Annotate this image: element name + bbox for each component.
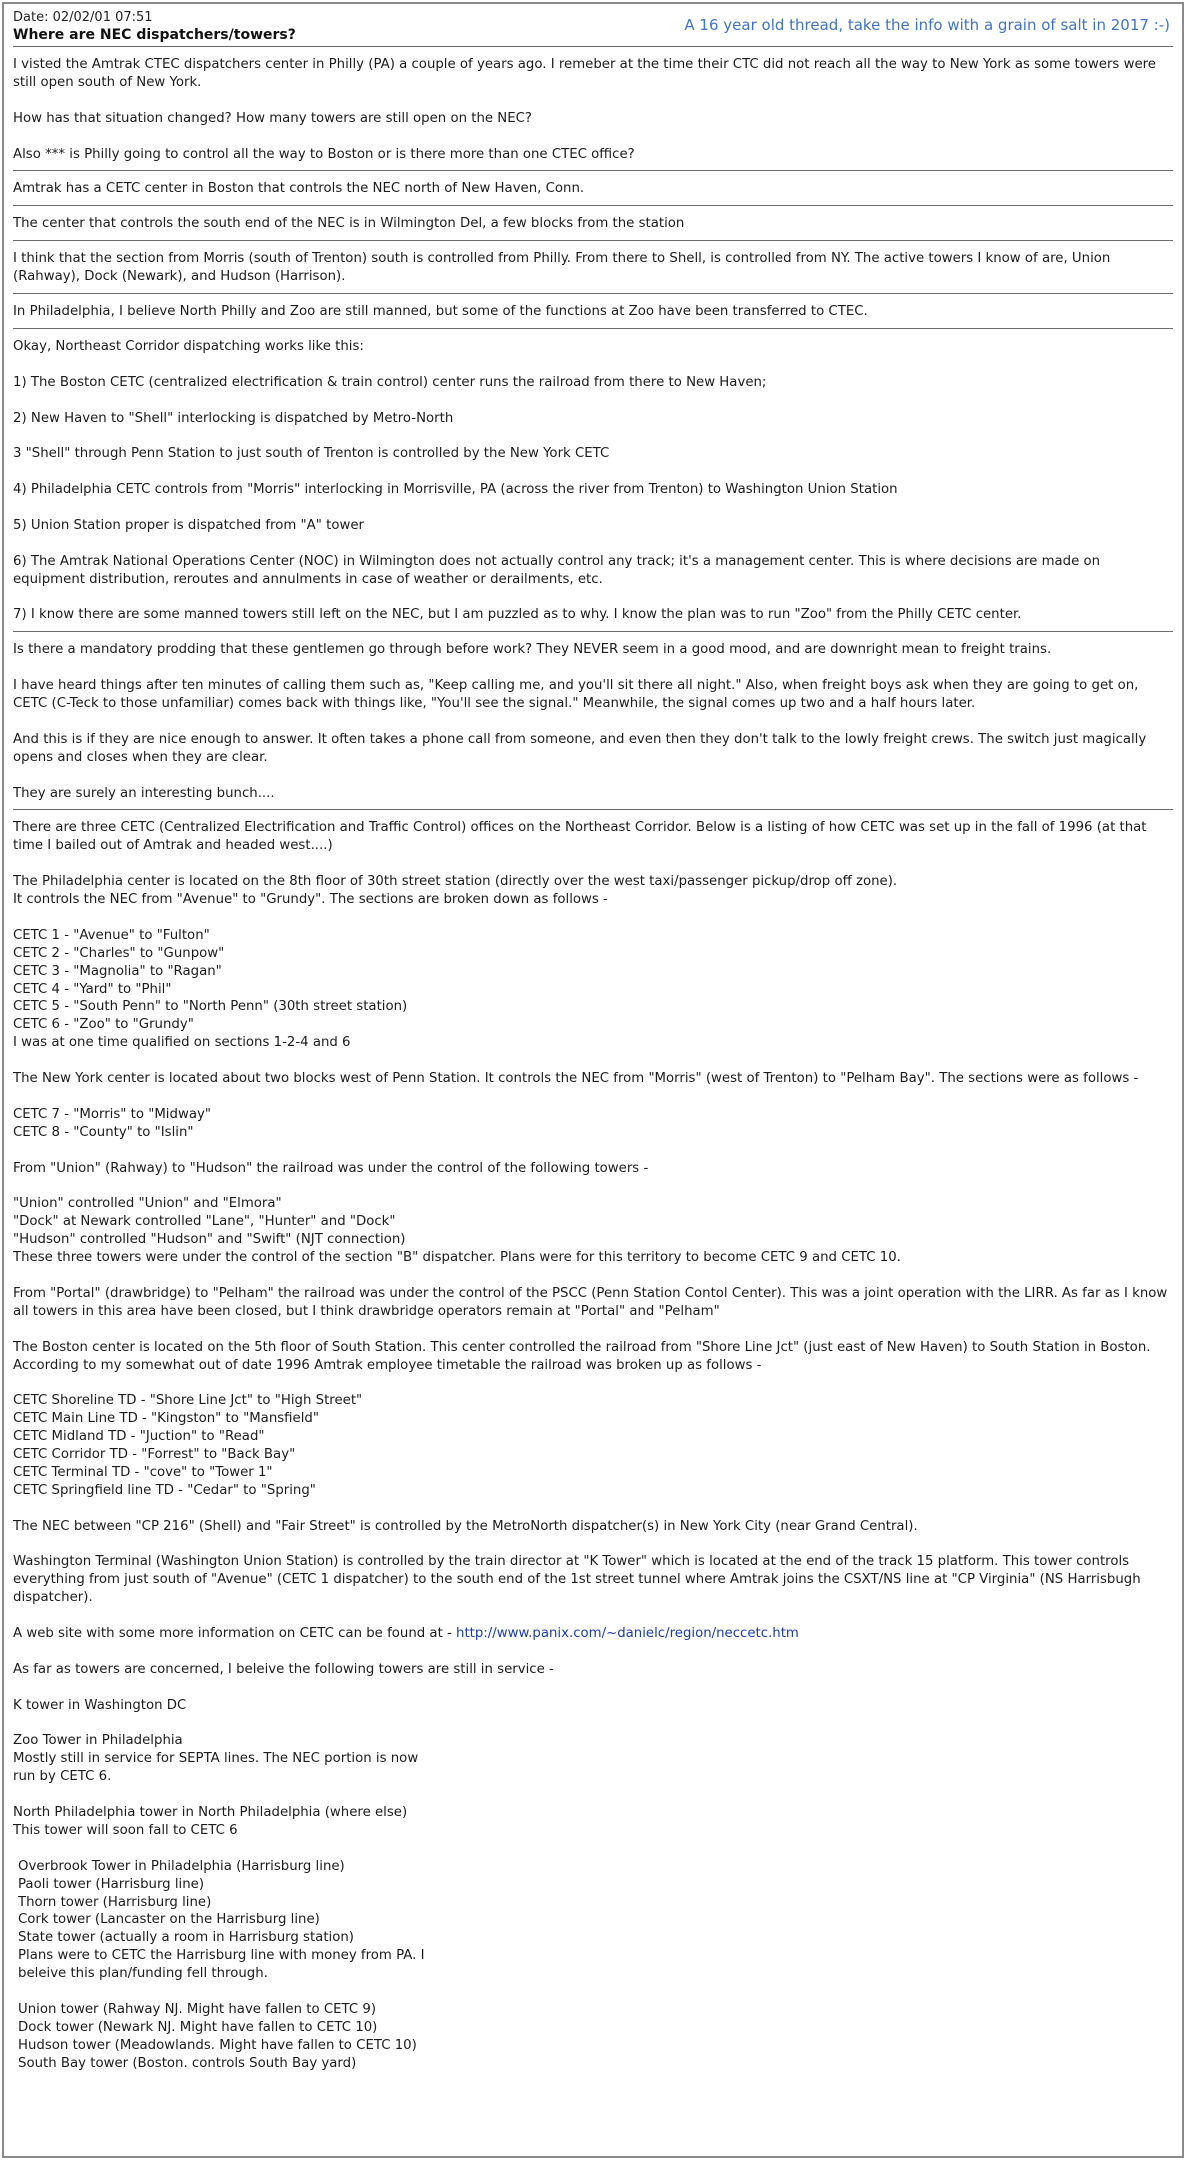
list-line: CETC Midland TD - "Juction" to "Read" bbox=[13, 1429, 265, 1445]
post-7 bbox=[13, 632, 1173, 809]
post-paragraph bbox=[13, 1625, 1173, 1643]
list-line: CETC 2 - "Charles" to "Gunpow" bbox=[13, 945, 225, 961]
post-list-item: 6) The Amtrak National Operations Center (NOC) in Wilmington does not actually control any track; it's a management center. This is where decisions are made on equipment distribution, reroutes and annulments in case of weather or derailments, etc. bbox=[13, 553, 1101, 587]
line: It controls the NEC from "Avenue" to "Grundy". The sections are broken down as follows - bbox=[13, 892, 608, 908]
list-line: Dock tower (Newark NJ. Might have fallen to CETC 10) bbox=[18, 2019, 378, 2035]
list-line: Thorn tower (Harrisburg line) bbox=[18, 1894, 212, 1910]
post-paragraph: I have heard things after ten minutes of calling them such as, "Keep calling me, and you'll sit there all night." Also, when freight boys ask when they are going to get on, CETC (C-Teck to those unfamiliar) comes back with things like, "You'll see the signal." Meanwhile, the signal comes up two and a half hours later. bbox=[13, 678, 1139, 712]
list-line: "Union" controlled "Union" and "Elmora" bbox=[13, 1196, 282, 1212]
list-line: South Bay tower (Boston. controls South Bay yard) bbox=[18, 2055, 357, 2071]
list-line: North Philadelphia tower in North Philadelphia (where else) bbox=[13, 1805, 408, 1821]
post-paragraph: As far as towers are concerned, I beleive the following towers are still in service - bbox=[13, 1661, 554, 1677]
post-list-item: 2) New Haven to "Shell" interlocking is dispatched by Metro-North bbox=[13, 410, 454, 426]
thread-header bbox=[4, 4, 1182, 46]
section-list bbox=[13, 1392, 1173, 1499]
post-date: Date: 02/02/01 07:51 bbox=[13, 10, 153, 25]
list-line: Plans were to CETC the Harrisburg line with money from PA. I bbox=[18, 1948, 425, 1964]
list-line: Zoo Tower in Philadelphia bbox=[13, 1733, 183, 1749]
forum-thread-page bbox=[2, 2, 1184, 2158]
list-line: Hudson tower (Meadowlands. Might have fallen to CETC 10) bbox=[18, 2037, 417, 2053]
post-paragraph: The center that controls the south end of the NEC is in Wilmington Del, a few blocks from the station bbox=[13, 216, 685, 232]
list-line: CETC Shoreline TD - "Shore Line Jct" to "High Street" bbox=[13, 1393, 363, 1409]
post-paragraph: I visted the Amtrak CTEC dispatchers center in Philly (PA) a couple of years ago. I remeber at the time their CTC did not reach all the way to New York as some towers were still open south of New York. bbox=[13, 57, 1156, 90]
post-paragraph: From "Union" (Rahway) to "Hudson" the railroad was under the control of the following towers - bbox=[13, 1160, 649, 1176]
list-line: CETC 6 - "Zoo" to "Grundy" bbox=[13, 1017, 194, 1033]
list-line: "Hudson" controlled "Hudson" and "Swift" (NJT connection) bbox=[13, 1232, 406, 1248]
posts-list bbox=[4, 46, 1182, 2080]
list-line: "Dock" at Newark controlled "Lane", "Hunter" and "Dock" bbox=[13, 1214, 396, 1230]
line: The Philadelphia center is located on the 8th floor of 30th street station (directly over the west taxi/passenger pickup/drop off zone). bbox=[13, 874, 898, 890]
post-paragraph: There are three CETC (Centralized Electrification and Traffic Control) offices on the Northeast Corridor. Below is a listing of how CETC was set up in the fall of 1996 (at that time I bailed out of Amtrak and headed west....) bbox=[13, 820, 1147, 854]
post-paragraph: Amtrak has a CETC center in Boston that controls the NEC north of New Haven, Conn. bbox=[13, 181, 585, 197]
list-line: CETC 1 - "Avenue" to "Fulton" bbox=[13, 927, 210, 943]
list-line: Union tower (Rahway NJ. Might have fallen to CETC 9) bbox=[18, 2001, 377, 2017]
post-paragraph: From "Portal" (drawbridge) to "Pelham" the railroad was under the control of the PSCC (Penn Station Contol Center). This was a joint operation with the LIRR. As far as I know all towers in this area have been closed, but I think drawbridge operators remain at "Portal" and "Pelham" bbox=[13, 1285, 1168, 1319]
list-line: Paoli tower (Harrisburg line) bbox=[18, 1876, 205, 1892]
cetc-website-link[interactable]: http://www.panix.com/~danielc/region/neccetc.htm bbox=[456, 1626, 799, 1642]
tower-list bbox=[13, 1858, 1173, 1983]
list-line: Mostly still in service for SEPTA lines. The NEC portion is now bbox=[13, 1751, 419, 1767]
tower-list bbox=[13, 2001, 1173, 2073]
website-prefix: A web site with some more information on CETC can be found at - bbox=[13, 1626, 457, 1642]
post-2 bbox=[13, 171, 1173, 205]
post-paragraph: How has that situation changed? How many towers are still open on the NEC? bbox=[13, 110, 532, 126]
post-paragraph: The New York center is located about two blocks west of Penn Station. It controls the NEC from "Morris" (west of Trenton) to "Pelham Bay". The sections were as follows - bbox=[13, 1071, 1139, 1087]
post-paragraph: Also *** is Philly going to control all the way to Boston or is there more than one CTEC office? bbox=[13, 146, 635, 162]
post-list-item: 1) The Boston CETC (centralized electrification & train control) center runs the railroad from there to New Haven; bbox=[13, 374, 767, 390]
post-5 bbox=[13, 294, 1173, 328]
post-paragraph: The NEC between "CP 216" (Shell) and "Fair Street" is controlled by the MetroNorth dispatcher(s) in New York City (near Grand Central). bbox=[13, 1518, 918, 1534]
list-line: Cork tower (Lancaster on the Harrisburg line) bbox=[18, 1912, 320, 1928]
list-line: CETC 7 - "Morris" to "Midway" bbox=[13, 1106, 211, 1122]
list-line: CETC Main Line TD - "Kingston" to "Mansfield" bbox=[13, 1411, 319, 1427]
list-line: CETC 4 - "Yard" to "Phil" bbox=[13, 981, 172, 997]
section-list bbox=[13, 1106, 1173, 1142]
list-line: CETC 3 - "Magnolia" to "Ragan" bbox=[13, 963, 222, 979]
list-line: I was at one time qualified on sections 1-2-4 and 6 bbox=[13, 1035, 351, 1051]
post-paragraph: They are surely an interesting bunch.... bbox=[13, 785, 275, 801]
post-paragraph: In Philadelphia, I believe North Philly and Zoo are still manned, but some of the functions at Zoo have been transferred to CTEC. bbox=[13, 304, 868, 320]
post-paragraph: And this is if they are nice enough to answer. It often takes a phone call from someone, and even then they don't talk to the lowly freight crews. The switch just magically opens and closes when they are clear. bbox=[13, 731, 1147, 765]
tower-list bbox=[13, 1804, 1173, 1840]
post-list-item: 3 "Shell" through Penn Station to just south of Trenton is controlled by the New York CETC bbox=[13, 446, 610, 462]
post-6 bbox=[13, 329, 1173, 631]
post-paragraph: Washington Terminal (Washington Union Station) is controlled by the train director at "K Tower" which is located at the end of the track 15 platform. This tower controls everything from just south of "Avenue" (CETC 1 dispatcher) to the south end of the 1st street tunnel where Amtrak joins the CSXT/NS line at "CP Virginia" (NS Harrisbugh dispatcher). bbox=[13, 1554, 1141, 1606]
thread-title: Where are NEC dispatchers/towers? bbox=[13, 27, 296, 43]
post-paragraph bbox=[13, 873, 1173, 909]
list-line: CETC 5 - "South Penn" to "North Penn" (30th street station) bbox=[13, 999, 408, 1015]
list-line: This tower will soon fall to CETC 6 bbox=[13, 1822, 238, 1838]
list-line: CETC 8 - "County" to "Islin" bbox=[13, 1124, 194, 1140]
post-1 bbox=[13, 47, 1173, 170]
post-3 bbox=[13, 206, 1173, 240]
post-paragraph: I think that the section from Morris (south of Trenton) south is controlled from Philly. From there to Shell, is controlled from NY. The active towers I know of are, Union (Rahway), Dock (Newark), and Hudson (Harrison). bbox=[13, 251, 1111, 285]
list-line: Overbrook Tower in Philadelphia (Harrisburg line) bbox=[18, 1858, 345, 1874]
list-line: CETC Springfield line TD - "Cedar" to "Spring" bbox=[13, 1482, 316, 1498]
post-8 bbox=[13, 810, 1173, 2079]
post-list-item: 5) Union Station proper is dispatched from "A" tower bbox=[13, 517, 364, 533]
post-list-item: 7) I know there are some manned towers still left on the NEC, but I am puzzled as to why. I know the plan was to run "Zoo" from the Philly CETC center. bbox=[13, 607, 1022, 623]
post-paragraph: The Boston center is located on the 5th floor of South Station. This center controlled the railroad from "Shore Line Jct" (just east of New Haven) to South Station in Boston. According to my somewhat out of date 1996 Amtrak employee timetable the railroad was broken up as follows - bbox=[13, 1339, 1151, 1373]
post-4 bbox=[13, 241, 1173, 293]
tower-list bbox=[13, 1732, 1173, 1786]
list-line: beleive this plan/funding fell through. bbox=[18, 1966, 268, 1982]
list-line: State tower (actually a room in Harrisburg station) bbox=[18, 1930, 354, 1946]
post-paragraph: Okay, Northeast Corridor dispatching works like this: bbox=[13, 338, 364, 354]
list-line: CETC Corridor TD - "Forrest" to "Back Bay" bbox=[13, 1447, 296, 1463]
post-paragraph: Is there a mandatory prodding that these gentlemen go through before work? They NEVER seem in a good mood, and are downright mean to freight trains. bbox=[13, 642, 1052, 658]
section-list bbox=[13, 927, 1173, 1052]
annotation-note: A 16 year old thread, take the info with a grain of salt in 2017 :-) bbox=[684, 16, 1170, 34]
post-list-item: 4) Philadelphia CETC controls from "Morris" interlocking in Morrisville, PA (across the river from Trenton) to Washington Union Station bbox=[13, 482, 898, 498]
list-line: run by CETC 6. bbox=[13, 1769, 112, 1785]
tower-list bbox=[13, 1195, 1173, 1267]
post-paragraph: K tower in Washington DC bbox=[13, 1697, 187, 1713]
list-line: CETC Terminal TD - "cove" to "Tower 1" bbox=[13, 1464, 273, 1480]
list-line: These three towers were under the control of the section "B" dispatcher. Plans were for this territory to become CETC 9 and CETC 10. bbox=[13, 1250, 901, 1266]
